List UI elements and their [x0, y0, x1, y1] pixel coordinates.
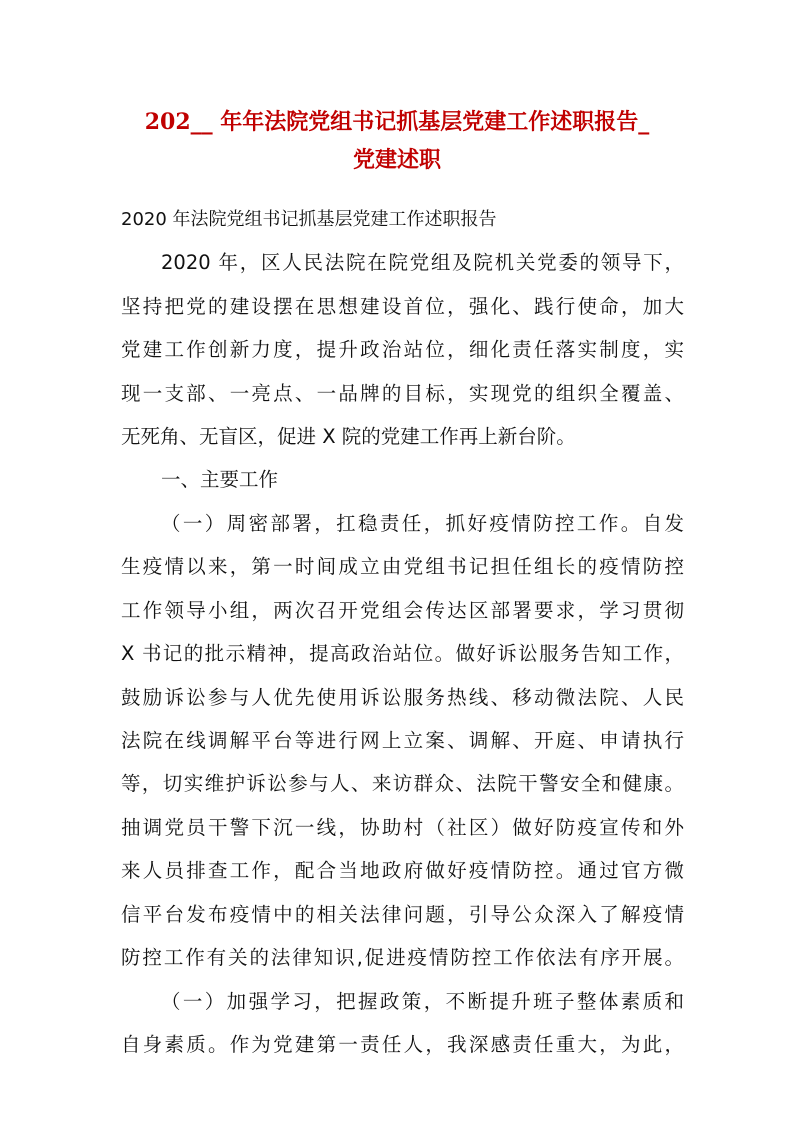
paragraph-line: 信平台发布疫情中的相关法律问题，引导公众深入了解疫情 — [121, 903, 684, 926]
paragraph-line: 鼓励诉讼参与人优先使用诉讼服务热线、移动微法院、人民 — [121, 686, 684, 709]
paragraph-line: 来人员排查工作，配合当地政府做好疫情防控。通过官方微 — [121, 859, 684, 882]
paragraph-line: 坚持把党的建设摆在思想建设首位，强化、践行使命，加大 — [121, 295, 684, 318]
paragraph-line: 2020 年，区人民法院在院党组及院机关党委的领导下， — [161, 251, 684, 274]
paragraph-line: X 书记的批示精神，提高政治站位。做好诉讼服务告知工作， — [121, 642, 684, 665]
paragraph-line: 工作领导小组，两次召开党组会传达区部署要求，学习贯彻 — [121, 599, 684, 622]
document-title-line-1: 202__ 年年法院党组书记抓基层党建工作述职报告_ — [144, 109, 650, 135]
paragraph-line: 防控工作有关的法律知识,促进疫情防控工作依法有序开展。 — [121, 946, 684, 969]
paragraph-line: 抽调党员干警下沉一线，协助村（社区）做好防疫宣传和外 — [121, 816, 684, 839]
paragraph-line: 自身素质。作为党建第一责任人，我深感责任重大，为此， — [121, 1033, 684, 1056]
document-title-line-2: 党建述职 — [352, 147, 441, 173]
paragraph-line: 现一支部、一亮点、一品牌的目标，实现党的组织全覆盖、 — [121, 382, 684, 405]
paragraph-line: （一）周密部署，扛稳责任，抓好疫情防控工作。自发 — [161, 512, 684, 535]
paragraph-line: （一）加强学习，把握政策，不断提升班子整体素质和 — [161, 990, 684, 1013]
report-subtitle: 2020 年法院党组书记抓基层党建工作述职报告 — [121, 209, 497, 230]
paragraph-line: 党建工作创新力度，提升政治站位，细化责任落实制度，实 — [121, 338, 684, 361]
paragraph-line: 法院在线调解平台等进行网上立案、调解、开庭、申请执行 — [121, 729, 684, 752]
paragraph-line: 生疫情以来，第一时间成立由党组书记担任组长的疫情防控 — [121, 555, 684, 578]
paragraph-line: 等，切实维护诉讼参与人、来访群众、法院干警安全和健康。 — [121, 772, 684, 795]
section-heading: 一、主要工作 — [161, 468, 279, 491]
paragraph-line: 无死角、无盲区，促进 X 院的党建工作再上新台阶。 — [121, 425, 576, 448]
